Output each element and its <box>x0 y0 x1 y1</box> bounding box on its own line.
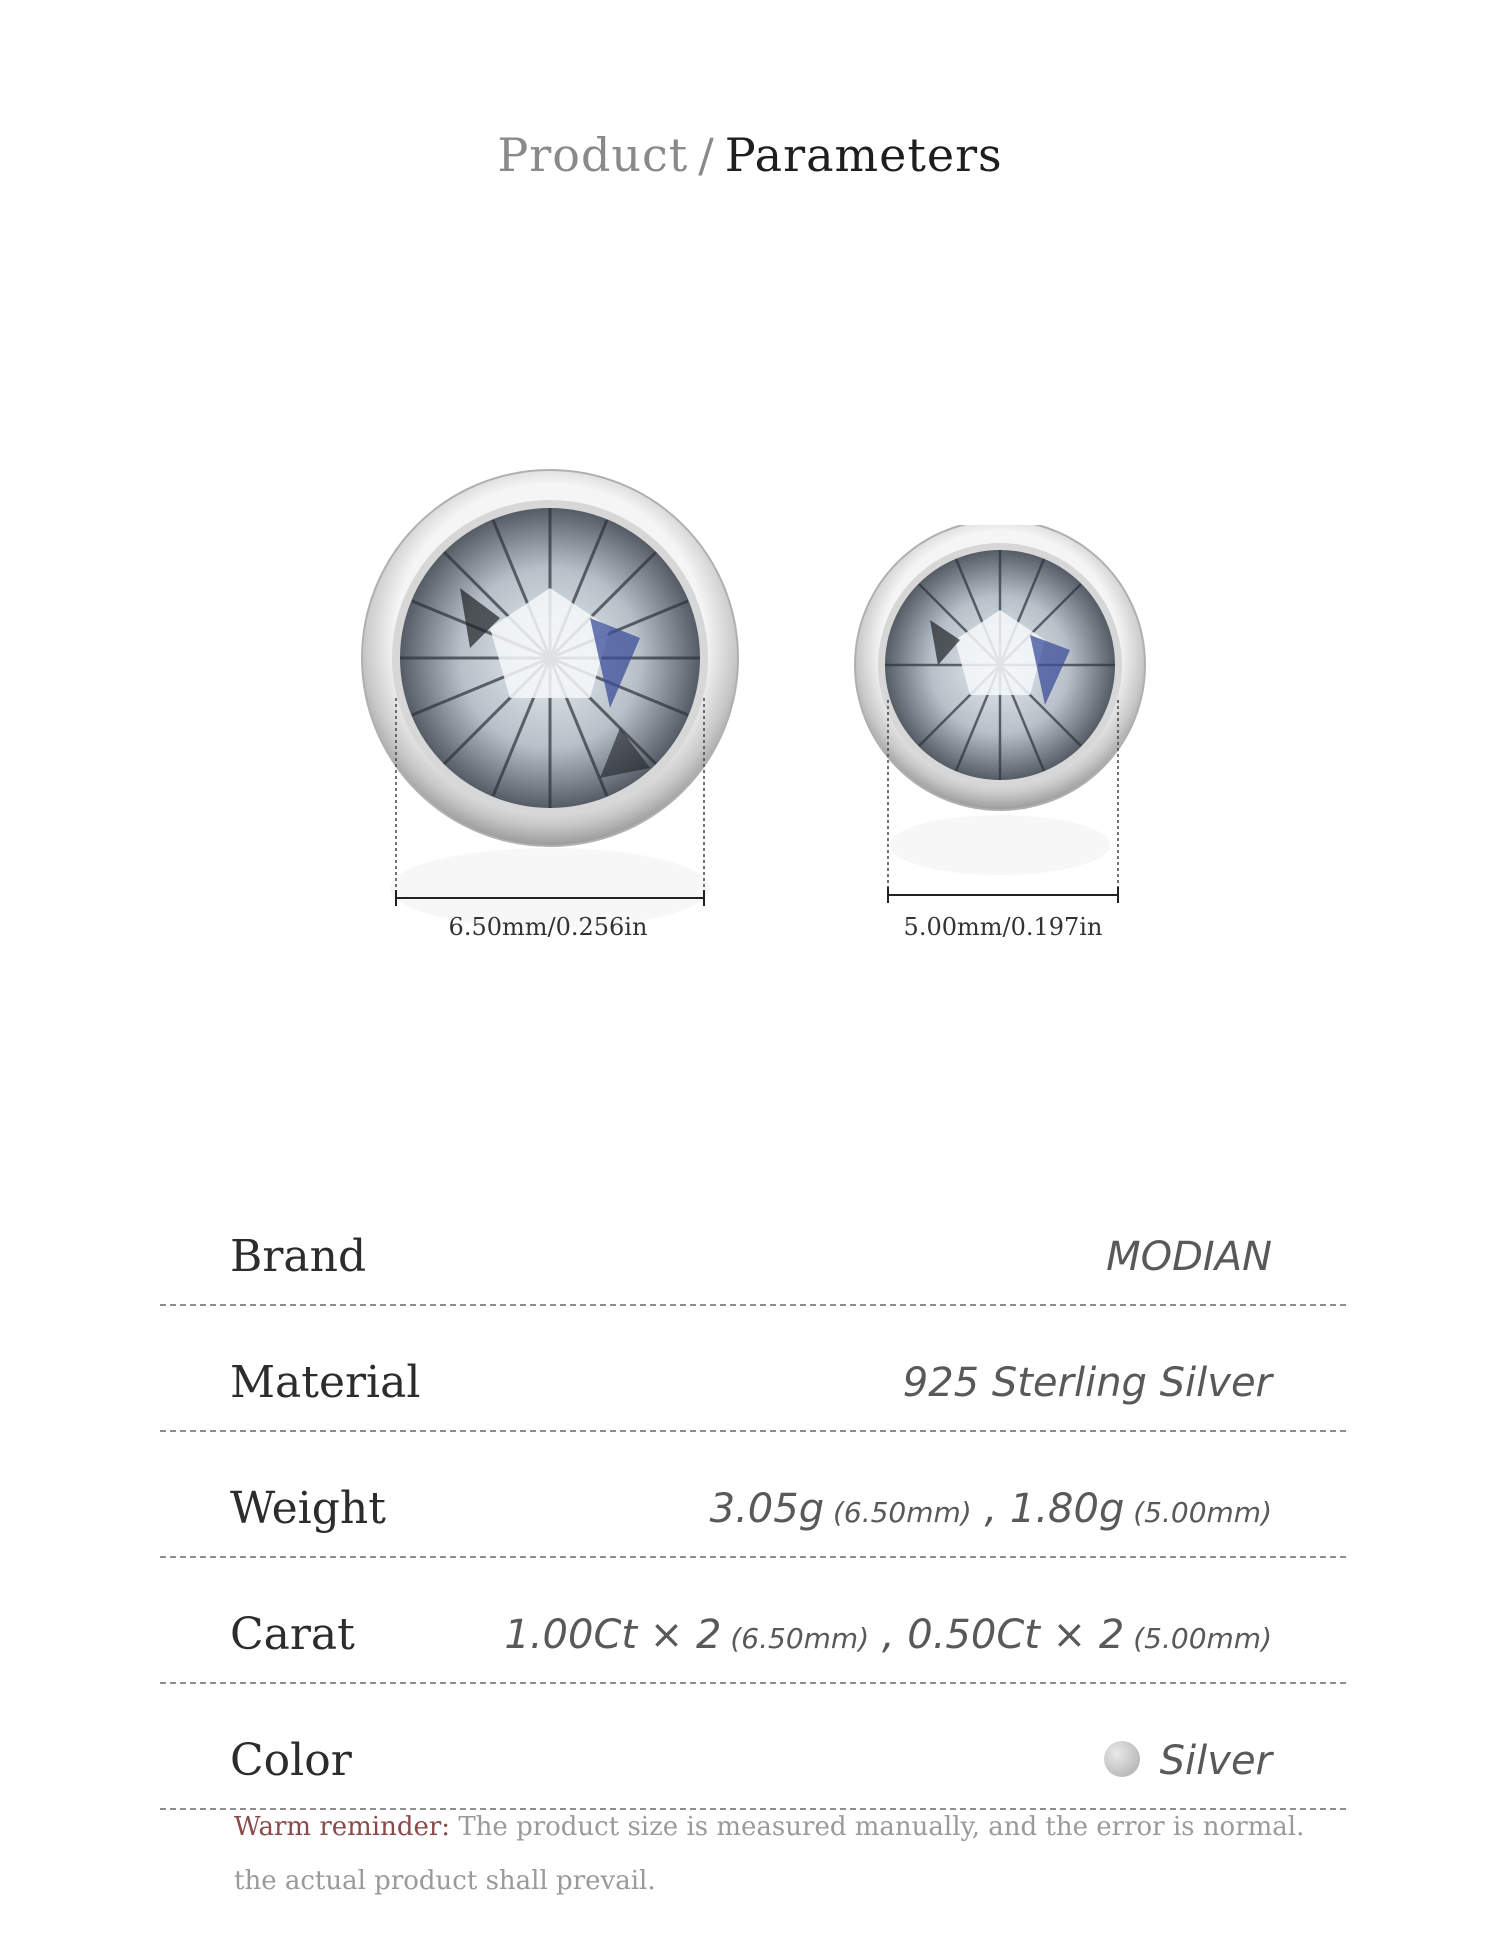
size-label-large: 6.50mm/0.256in <box>448 913 648 941</box>
param-value <box>710 1486 1272 1532</box>
param-row-brand <box>160 1180 1346 1306</box>
param-value <box>504 1612 1272 1658</box>
param-value: 925 Sterling Silver <box>902 1360 1272 1406</box>
carat-small-size: (5.00mm) <box>1124 1622 1272 1655</box>
color-value: Silver <box>1159 1738 1272 1784</box>
reminder-line-2: the actual product shall prevail. <box>234 1866 656 1896</box>
param-label: Weight <box>230 1483 386 1534</box>
weight-small-size: (5.00mm) <box>1124 1496 1272 1529</box>
param-row-material <box>160 1306 1346 1432</box>
carat-large: 1.00Ct × 2 <box>504 1612 722 1658</box>
param-label: Brand <box>230 1231 367 1282</box>
stud-image-small <box>850 525 1150 925</box>
param-label: Carat <box>230 1609 355 1660</box>
param-value <box>1104 1738 1272 1784</box>
weight-large-size: (6.50mm) <box>824 1496 972 1529</box>
weight-small: , 1.80g <box>971 1486 1125 1532</box>
parameters-table <box>160 1180 1346 1810</box>
reminder-prefix: Warm reminder: <box>234 1812 451 1842</box>
color-swatch <box>1104 1741 1140 1777</box>
warm-reminder <box>234 1800 1334 1908</box>
carat-large-size: (6.50mm) <box>721 1622 870 1655</box>
title-light: Product <box>497 128 689 182</box>
reminder-line-1 <box>234 1800 1334 1854</box>
size-label-small: 5.00mm/0.197in <box>903 913 1103 941</box>
reminder-text-1: The product size is measured manually, and the error is normal. <box>450 1812 1305 1842</box>
param-label: Material <box>230 1357 421 1408</box>
page-title <box>0 128 1500 182</box>
carat-small: , 0.50Ct × 2 <box>869 1612 1125 1658</box>
title-separator: / <box>698 128 715 182</box>
stud-image-large <box>350 468 750 988</box>
param-row-color <box>160 1684 1346 1810</box>
param-row-weight <box>160 1432 1346 1558</box>
param-label: Color <box>230 1735 352 1786</box>
param-row-carat <box>160 1558 1346 1684</box>
weight-large: 3.05g <box>709 1486 825 1532</box>
param-value: MODIAN <box>1106 1234 1272 1280</box>
title-strong: Parameters <box>724 128 1003 182</box>
